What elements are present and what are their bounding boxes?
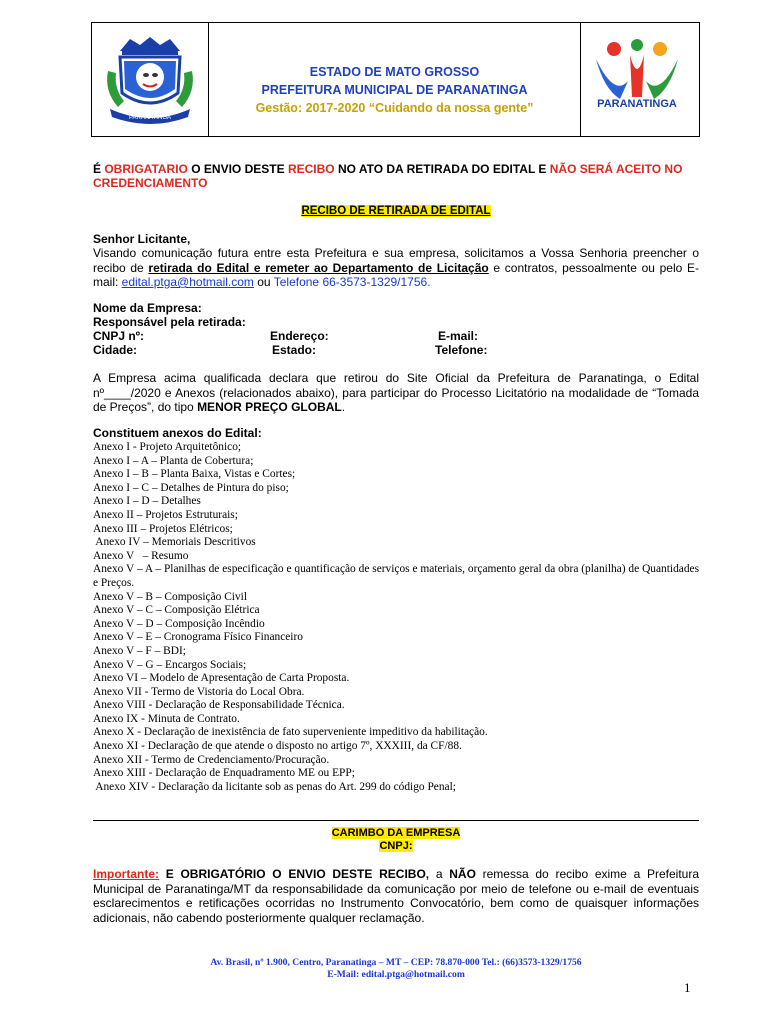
list-item: Anexo I - Projeto Arquitetônico; <box>93 441 242 453</box>
list-item: Anexo XII - Termo de Credenciamento/Procuração. <box>93 753 330 766</box>
annexes-title: Constituem anexos do Edital: <box>93 426 262 440</box>
list-item: Anexo VIII - Declaração de Responsabilidade Técnica. <box>93 699 345 712</box>
list-item: Anexo I – D – Detalhes <box>93 495 201 508</box>
form-address: Endereço: <box>270 329 329 343</box>
form-city: Cidade: <box>93 343 138 357</box>
form-responsible: Responsável pela retirada: <box>93 315 246 329</box>
svg-text:PARANATINGA: PARANATINGA <box>128 115 172 121</box>
email-link[interactable]: edital.ptga@hotmail.com <box>121 275 254 289</box>
list-item: Anexo XIII - Declaração de Enquadramento ME ou EPP; <box>93 767 355 780</box>
list-item: Anexo V – F – BDI; <box>93 644 186 657</box>
header-divider <box>580 23 581 136</box>
page-number: 1 <box>684 980 691 995</box>
mandatory-notice: É OBRIGATARIO O ENVIO DESTE RECIBO NO ATO DA RETIRADA DO EDITAL E NÃO SERÁ ACEITO NO CREDENCIAMENTO <box>93 162 683 190</box>
list-item: Anexo V – A – Planilhas de especificação e quantificação de serviços e materiais, orçamento geral da obra (planilha) de Quantidades e Preços. <box>93 563 699 589</box>
form-email: E-mail: <box>438 329 479 343</box>
company-stamp-cnpj: CNPJ: <box>379 840 413 852</box>
state-name: ESTADO DE MATO GROSSO <box>309 65 480 79</box>
list-item: Anexo V – B – Composição Civil <box>93 590 247 603</box>
form-company: Nome da Empresa: <box>93 301 202 315</box>
municipal-crest-icon <box>100 31 200 129</box>
phone-text: Telefone 66-3573-1329/1756. <box>273 275 431 289</box>
list-item: Anexo V – D – Composição Incêndio <box>93 617 265 630</box>
svg-text:PARANATINGA: PARANATINGA <box>597 98 677 110</box>
list-item: Anexo II – Projetos Estruturais; <box>93 508 238 521</box>
annexes-list <box>93 441 699 794</box>
list-item: Anexo I – A – Planta de Cobertura; <box>93 454 254 467</box>
list-item: Anexo XI - Declaração de que atende o disposto no artigo 7º, XXXIII, da CF/88. <box>93 740 462 753</box>
form-cnpj: CNPJ nº: <box>93 329 145 343</box>
footer-address: Av. Brasil, nº 1.900, Centro, Paranatinga – MT – CEP: 78.870-000 Tel.: (66)3573-1329/1756 <box>210 957 582 968</box>
header-text <box>209 63 580 117</box>
footer-email: E-Mail: edital.ptga@hotmail.com <box>327 969 465 980</box>
list-item: Anexo V – C – Composição Elétrica <box>93 604 260 617</box>
list-item: Anexo IV – Memoriais Descritivos <box>93 536 256 549</box>
list-item: Anexo IX - Minuta de Contrato. <box>93 712 240 725</box>
list-item: Anexo III – Projetos Elétricos; <box>93 522 233 535</box>
prefecture-name: PREFEITURA MUNICIPAL DE PARANATINGA <box>261 83 528 97</box>
receipt-title: RECIBO DE RETIRADA DE EDITAL <box>301 205 491 217</box>
list-item: Anexo V – Resumo <box>93 549 189 562</box>
list-item: Anexo VII - Termo de Vistoria do Local Obra. <box>93 685 305 698</box>
form-state: Estado: <box>272 343 317 357</box>
signature-line <box>93 820 699 821</box>
list-item: Anexo XIV - Declaração da licitante sob as penas do Art. 299 do código Penal; <box>93 780 456 793</box>
list-item: Anexo V – G – Encargos Sociais; <box>93 658 247 671</box>
list-item: Anexo VI – Modelo de Apresentação de Carta Proposta. <box>93 672 350 685</box>
company-stamp-title: CARIMBO DA EMPRESA <box>331 827 461 839</box>
salutation: Senhor Licitante, <box>93 232 191 246</box>
declaration-paragraph: A Empresa acima qualificada declara que retirou do Site Oficial da Prefeitura de Paranatinga, o Edital nº____/2020 e Anexos (relacionados abaixo), para participar do Processo Licitatório na modalidade de “Tomada de Preços”, do tipo MENOR PREÇO GLOBAL. <box>93 371 699 414</box>
list-item: Anexo V – E – Cronograma Físico Financeiro <box>93 631 303 644</box>
list-item: Anexo I – B – Planta Baixa, Vistas e Cortes; <box>93 468 296 481</box>
list-item: Anexo I – C – Detalhes de Pintura do piso; <box>93 481 289 494</box>
management-slogan: Gestão: 2017-2020 “Cuidando da nossa gente” <box>255 101 534 115</box>
form-phone: Telefone: <box>435 343 488 357</box>
list-item: Anexo X - Declaração de inexistência de fato superveniente impeditivo da habilitação. <box>93 726 488 739</box>
paranatinga-logo-icon <box>590 37 684 121</box>
important-paragraph: Importante: E OBRIGATÓRIO O ENVIO DESTE RECIBO, a NÃO remessa do recibo exime a Prefeitura Municipal de Paranatinga/MT da responsabilidade da comunicação por meio de telefone ou e-mail de eventuais esclarecimentos e retificações ocorridas no Instrumento Convocatório, bem como de quaisquer informações adicionais, não cabendo posteriormente qualquer reclamação. <box>93 867 699 925</box>
header-box <box>91 22 700 137</box>
intro-paragraph: Visando comunicação futura entre esta Prefeitura e sua empresa, solicitamos a Vossa Senhoria preencher o recibo de retirada do Edital e remeter ao Departamento de Licitação e contratos, pessoalmente ou pelo E-mail: edital.ptga@hotmail.com ou Telefone 66-3573-1329/1756. <box>93 246 700 289</box>
